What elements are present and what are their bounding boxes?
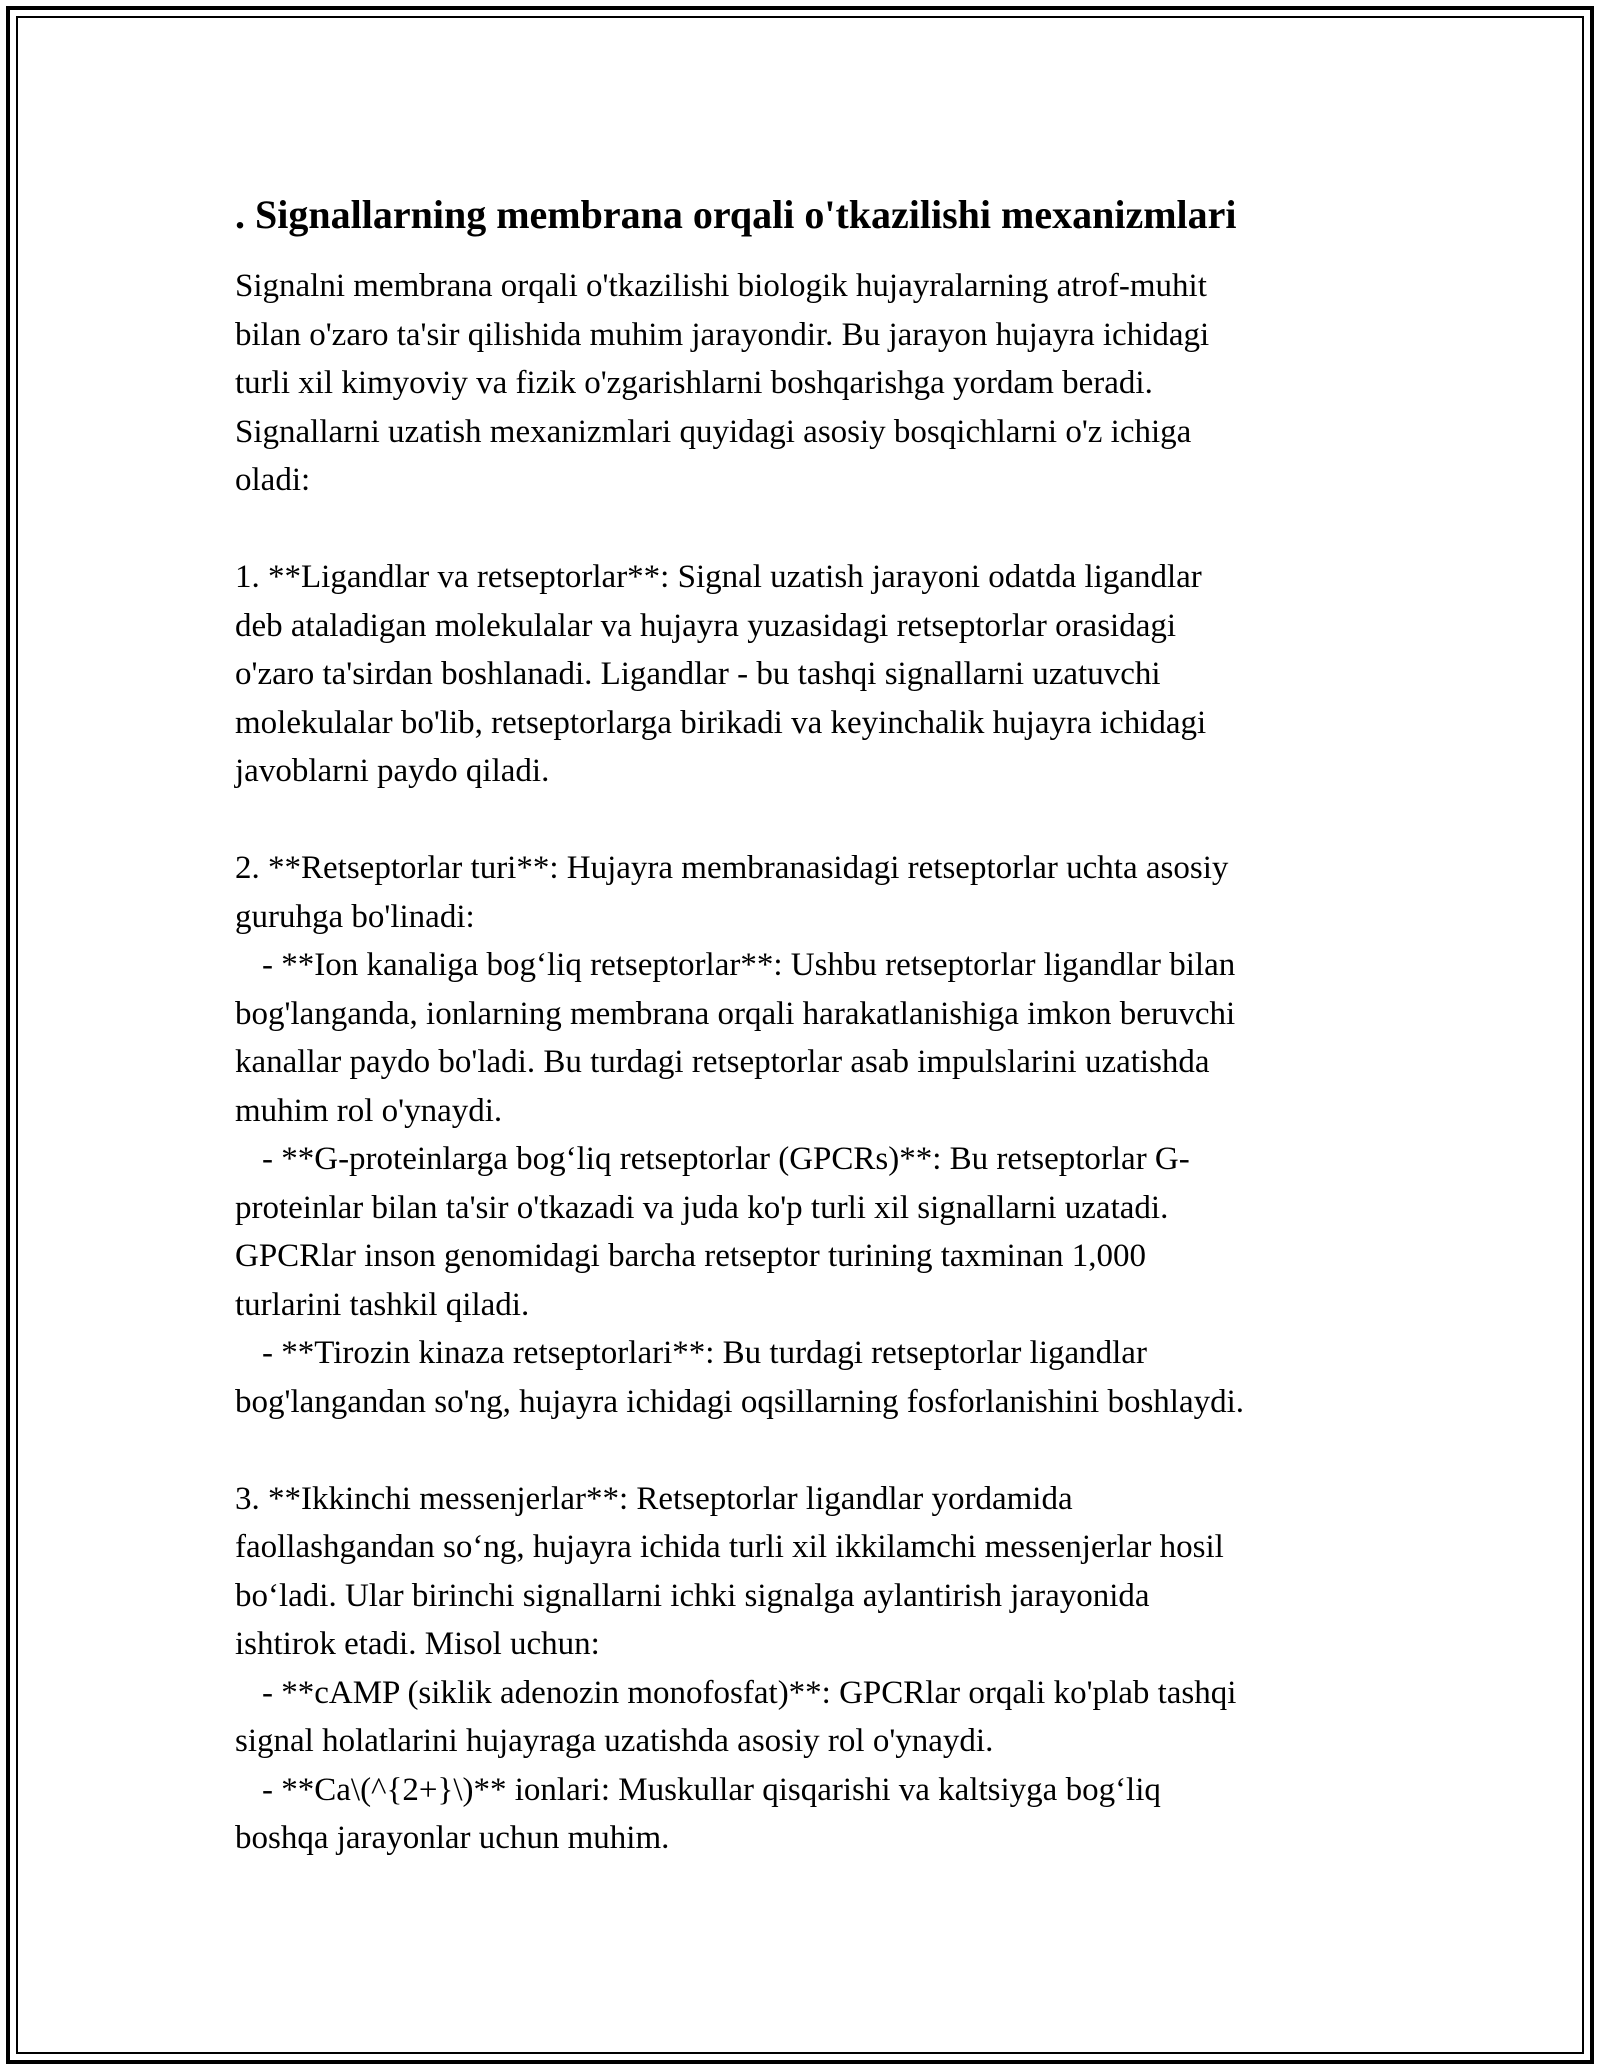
text-line: boshqa jarayonlar uchun muhim. [235,1820,670,1856]
text-line: proteinlar bilan ta'sir o'tkazadi va juda ko'p turli xil signallarni uzatadi. [235,1189,1169,1226]
text-line: o'zaro ta'sirdan boshlanadi. Ligandlar - bu tashqi signallarni uzatuvchi [235,656,1161,692]
text-line: muhim rol o'ynaydi. [235,1092,503,1129]
paragraph-gap [235,1426,1395,1475]
paragraph-gap [235,505,1395,554]
text-line: 3. **Ikkinchi messenjerlar**: Retseptorlar ligandlar yordamida [235,1480,1073,1517]
text-line: bog'langandan so'ng, hujayra ichidagi oqsillarning fosforlanishini boshlaydi. [235,1383,1245,1420]
document-title: . Signallarning membrana orqali o'tkazilishi mexanizmlari [235,192,1237,237]
text-line: molekulalar bo'lib, retseptorlarga birikadi va keyinchalik hujayra ichidagi [235,704,1207,741]
text-line: kanallar paydo bo'ladi. Bu turdagi retseptorlar asab impulslarini uzatishda [235,1044,1210,1080]
document-body [235,188,1395,1863]
paragraph-gap [235,796,1395,845]
text-line: bilan o'zaro ta'sir qilishida muhim jarayondir. Bu jarayon hujayra ichidagi [235,316,1210,353]
text-line: deb ataladigan molekulalar va hujayra yuzasidagi retseptorlar orasidagi [235,607,1177,644]
text-line: bog'langanda, ionlarning membrana orqali harakatlanishiga imkon beruvchi [235,995,1236,1032]
section-second-messengers [235,1475,1395,1863]
text-line: guruhga bo'linadi: [235,898,475,935]
section-receptor-types [235,844,1395,1426]
text-line: Signallarni uzatish mexanizmlari quyidagi asosiy bosqichlarni o'z ichiga [235,413,1192,450]
text-line: signal holatlarini hujayraga uzatishda asosiy rol o'ynaydi. [235,1723,994,1759]
section-ligands [235,553,1395,796]
list-item-start: - **Ca\(^{2+}\)** ionlari: Muskullar qisqarishi va kaltsiyga bog‘liq [262,1771,1161,1808]
intro-paragraph [235,262,1395,505]
text-line: GPCRlar inson genomidagi barcha retseptor turining taxminan 1,000 [235,1238,1146,1274]
text-line: turlarini tashkil qiladi. [235,1286,530,1323]
text-line: 2. **Retseptorlar turi**: Hujayra membranasidagi retseptorlar uchta asosiy [235,850,1229,886]
list-item-start: - **G-proteinlarga bog‘liq retseptorlar (GPCRs)**: Bu retseptorlar G- [262,1141,1190,1177]
list-item-start: - **Ion kanaliga bog‘liq retseptorlar**: Ushbu retseptorlar ligandlar bilan [262,947,1236,983]
text-line: bo‘ladi. Ular birinchi signallarni ichki signalga aylantirish jarayonida [235,1577,1150,1614]
list-item-start: - **Tirozin kinaza retseptorlari**: Bu turdagi retseptorlar ligandlar [262,1335,1147,1371]
text-line: faollashgandan so‘ng, hujayra ichida turli xil ikkilamchi messenjerlar hosil [235,1529,1224,1565]
list-item-start: - **cAMP (siklik adenozin monofosfat)**: GPCRlar orqali ko'plab tashqi [262,1674,1237,1711]
text-line: javoblarni paydo qiladi. [235,753,550,789]
text-line: Signalni membrana orqali o'tkazilishi biologik hujayralarning atrof-muhit [235,268,1207,304]
text-line: turli xil kimyoviy va fizik o'zgarishlarni boshqarishga yordam beradi. [235,365,1153,401]
text-line: 1. **Ligandlar va retseptorlar**: Signal uzatish jarayoni odatda ligandlar [235,559,1202,595]
text-line: oladi: [235,462,311,498]
text-line: ishtirok etadi. Misol uchun: [235,1626,600,1662]
